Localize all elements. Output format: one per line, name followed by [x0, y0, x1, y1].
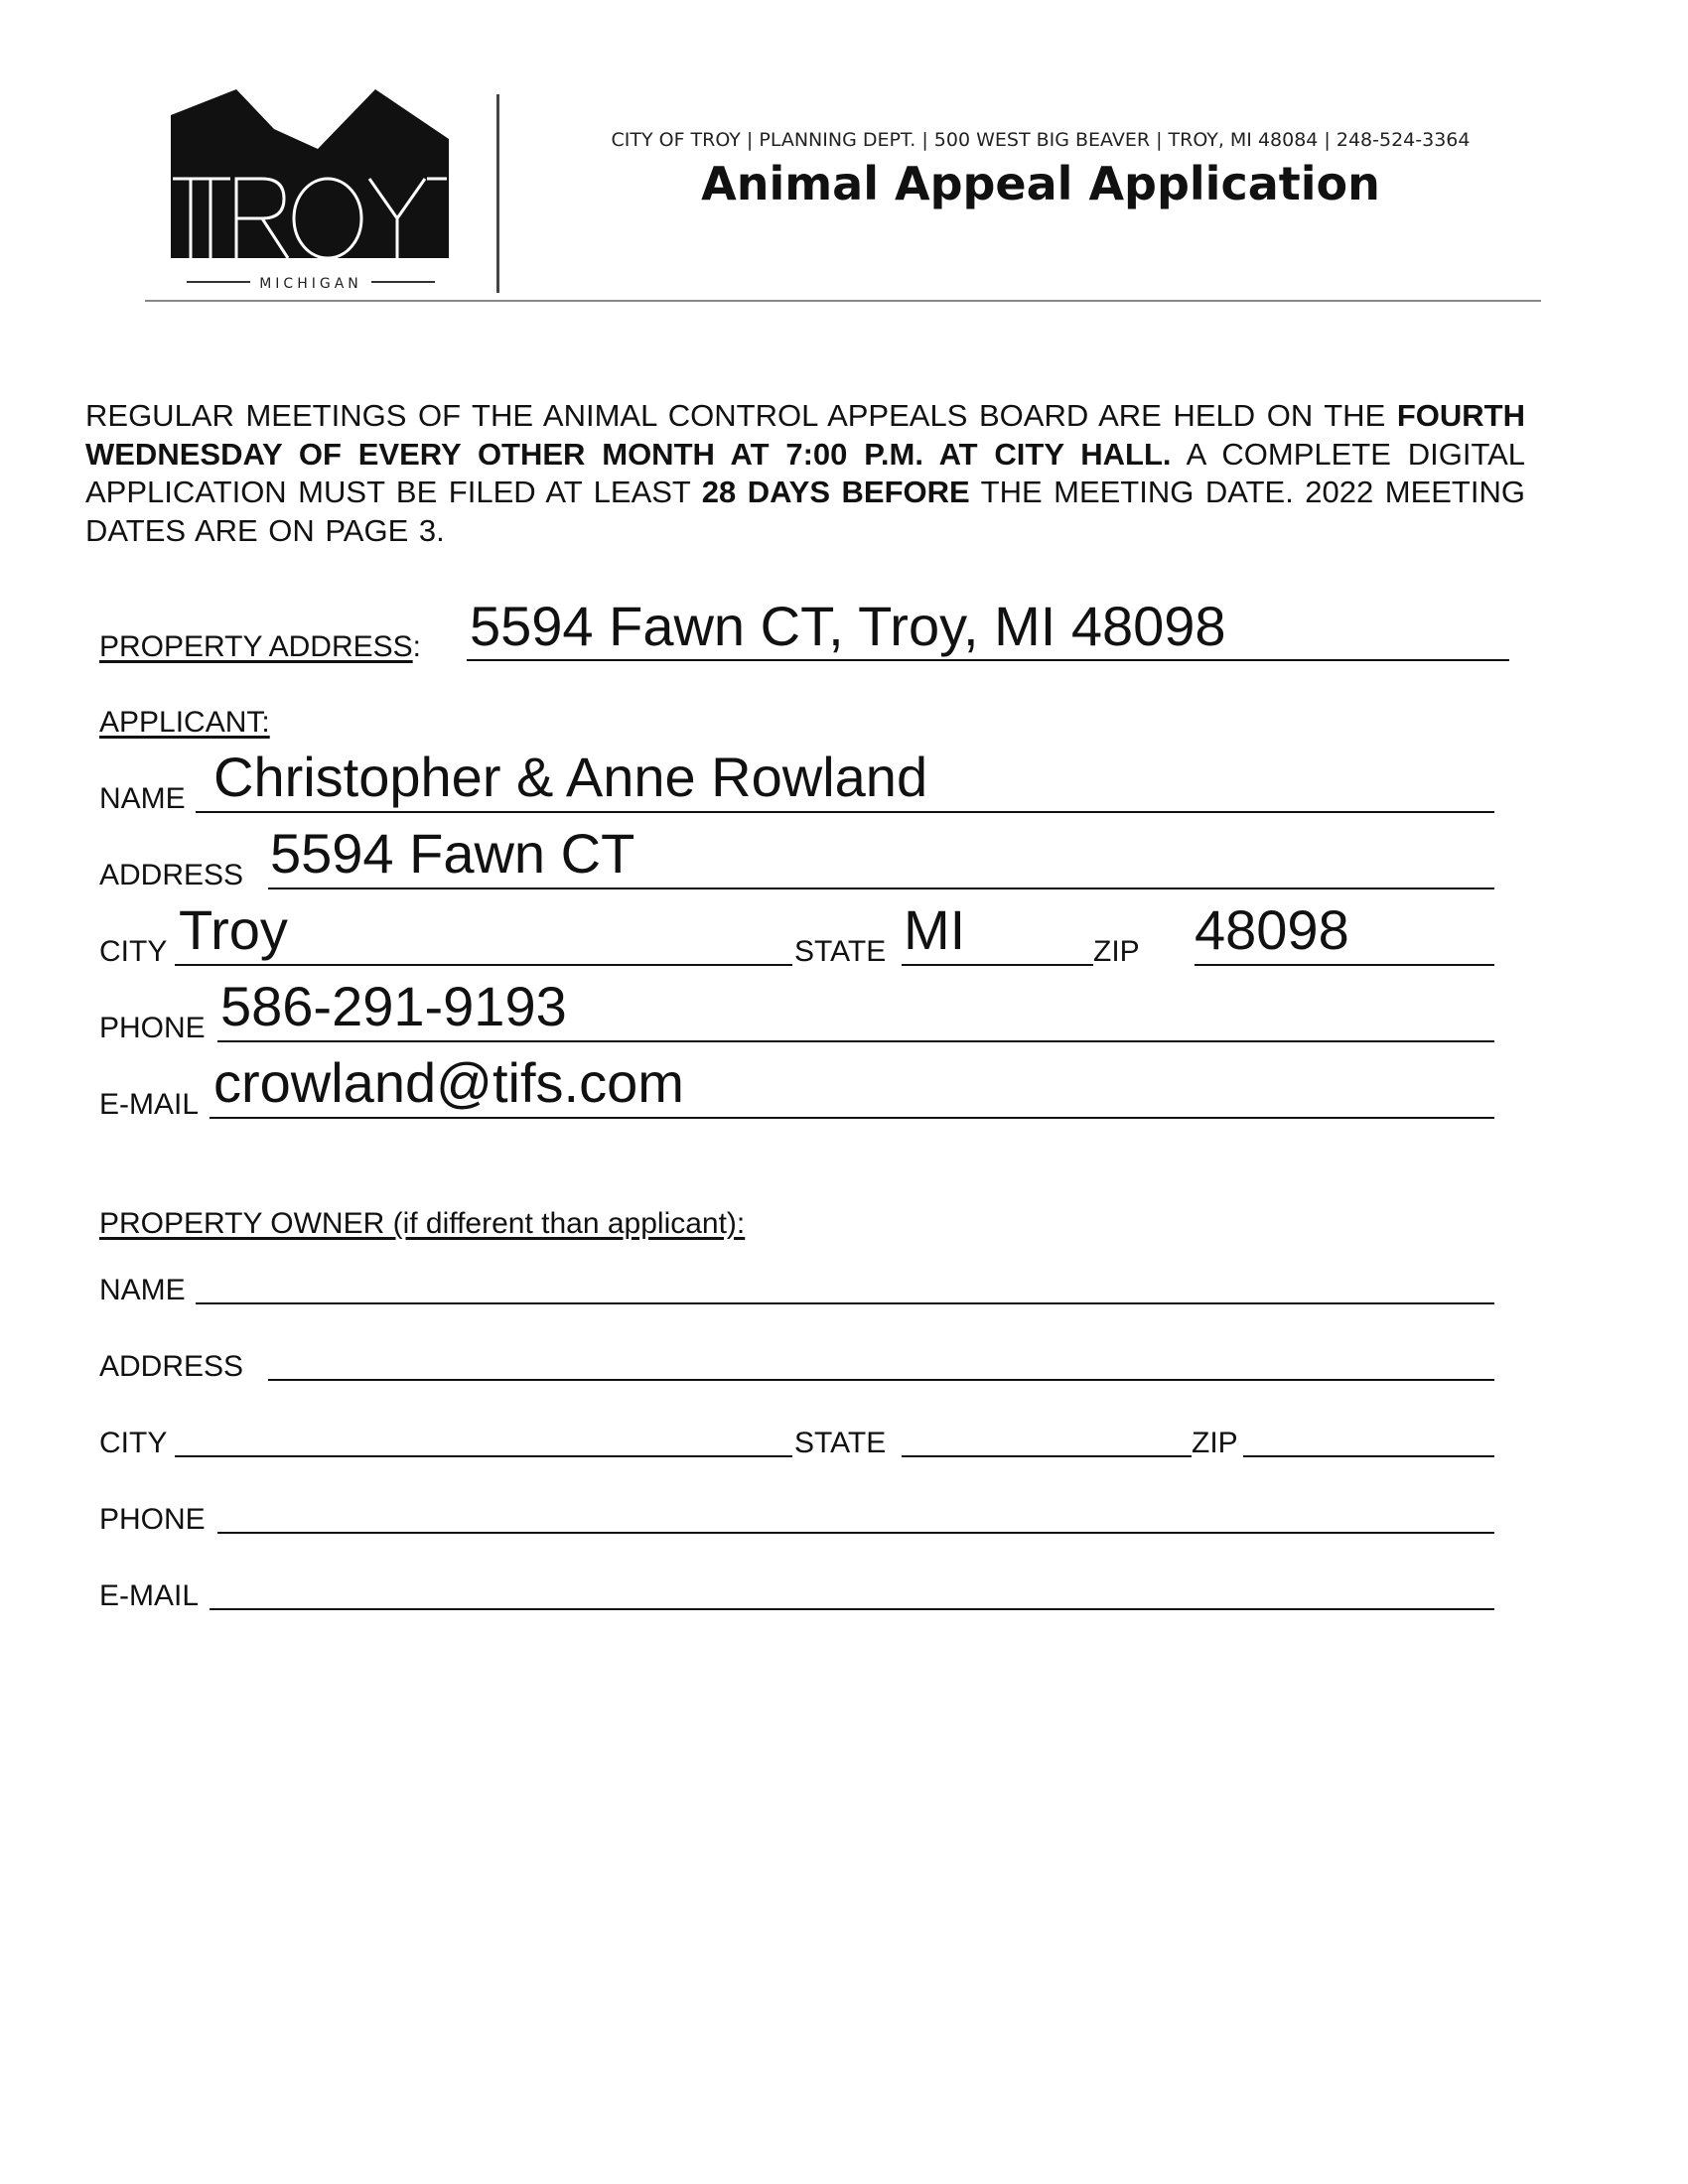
applicant-state-value: MI — [904, 898, 966, 961]
applicant-city-label: CITY — [99, 935, 168, 968]
owner-heading: PROPERTY OWNER (if different than applicant): — [99, 1207, 746, 1240]
applicant-state-field[interactable] — [902, 964, 1093, 966]
applicant-name-field[interactable] — [196, 811, 1494, 813]
owner-email-label: E-MAIL — [99, 1579, 200, 1612]
owner-phone-field[interactable] — [217, 1532, 1494, 1534]
applicant-address-value: 5594 Fawn CT — [270, 822, 635, 885]
owner-name-field[interactable] — [196, 1302, 1494, 1304]
owner-zip-label: ZIP — [1192, 1427, 1238, 1459]
header-divider — [496, 94, 499, 293]
applicant-zip-value: 48098 — [1195, 898, 1349, 961]
applicant-city-value: Troy — [179, 898, 288, 961]
applicant-email-field[interactable] — [210, 1117, 1494, 1119]
owner-address-field[interactable] — [268, 1379, 1494, 1381]
owner-zip-field[interactable] — [1243, 1455, 1494, 1457]
applicant-address-label: ADDRESS — [99, 859, 244, 891]
intro-bold-2: 28 DAYS BEFORE — [701, 475, 970, 509]
logo-subtext: MICHIGAN — [259, 276, 362, 292]
owner-state-field[interactable] — [902, 1455, 1192, 1457]
applicant-state-label: STATE — [794, 935, 887, 968]
property-address-value: 5594 Fawn CT, Troy, MI 48098 — [470, 595, 1226, 657]
applicant-phone-label: PHONE — [99, 1012, 206, 1044]
owner-state-label: STATE — [794, 1427, 887, 1459]
applicant-email-value: crowland@tifs.com — [213, 1051, 684, 1114]
owner-email-field[interactable] — [210, 1608, 1494, 1610]
property-address-label: PROPERTY ADDRESS: — [99, 630, 422, 663]
intro-bold-1: FOURTH WEDNESDAY OF EVERY OTHER MONTH AT 7:00 P.M. AT CITY HALL. — [85, 398, 1525, 472]
applicant-zip-field[interactable] — [1195, 964, 1494, 966]
applicant-zip-label: ZIP — [1093, 935, 1140, 968]
applicant-phone-value: 586-291-9193 — [220, 975, 567, 1037]
applicant-name-value: Christopher & Anne Rowland — [213, 746, 928, 808]
troy-michigan-logo — [167, 87, 453, 292]
applicant-email-label: E-MAIL — [99, 1088, 200, 1121]
owner-city-label: CITY — [99, 1427, 168, 1459]
applicant-heading: APPLICANT: — [99, 706, 270, 739]
applicant-phone-field[interactable] — [217, 1040, 1494, 1042]
owner-city-field[interactable] — [175, 1455, 792, 1457]
intro-text-3: THE MEETING DATE. 2022 MEETING DATES ARE ON PAGE 3. — [85, 475, 1525, 548]
applicant-address-field[interactable] — [268, 887, 1494, 889]
intro-text-2: A COMPLETE DIGITAL APPLICATION MUST BE FILED AT LEAST — [85, 436, 1525, 509]
contact-line: CITY OF TROY | PLANNING DEPT. | 500 WEST BIG BEAVER | TROY, MI 48084 | 248-524-3364 — [611, 129, 1471, 151]
property-address-field[interactable] — [467, 659, 1509, 661]
meeting-info-paragraph — [85, 397, 1525, 550]
intro-text-1: REGULAR MEETINGS OF THE ANIMAL CONTROL APPEALS BOARD ARE HELD ON THE — [85, 398, 1397, 433]
owner-name-label: NAME — [99, 1274, 186, 1306]
header-rule — [145, 300, 1541, 302]
applicant-name-label: NAME — [99, 782, 186, 815]
owner-address-label: ADDRESS — [99, 1350, 244, 1383]
applicant-city-field[interactable] — [175, 964, 792, 966]
form-title: Animal Appeal Application — [701, 157, 1380, 210]
owner-phone-label: PHONE — [99, 1503, 206, 1536]
